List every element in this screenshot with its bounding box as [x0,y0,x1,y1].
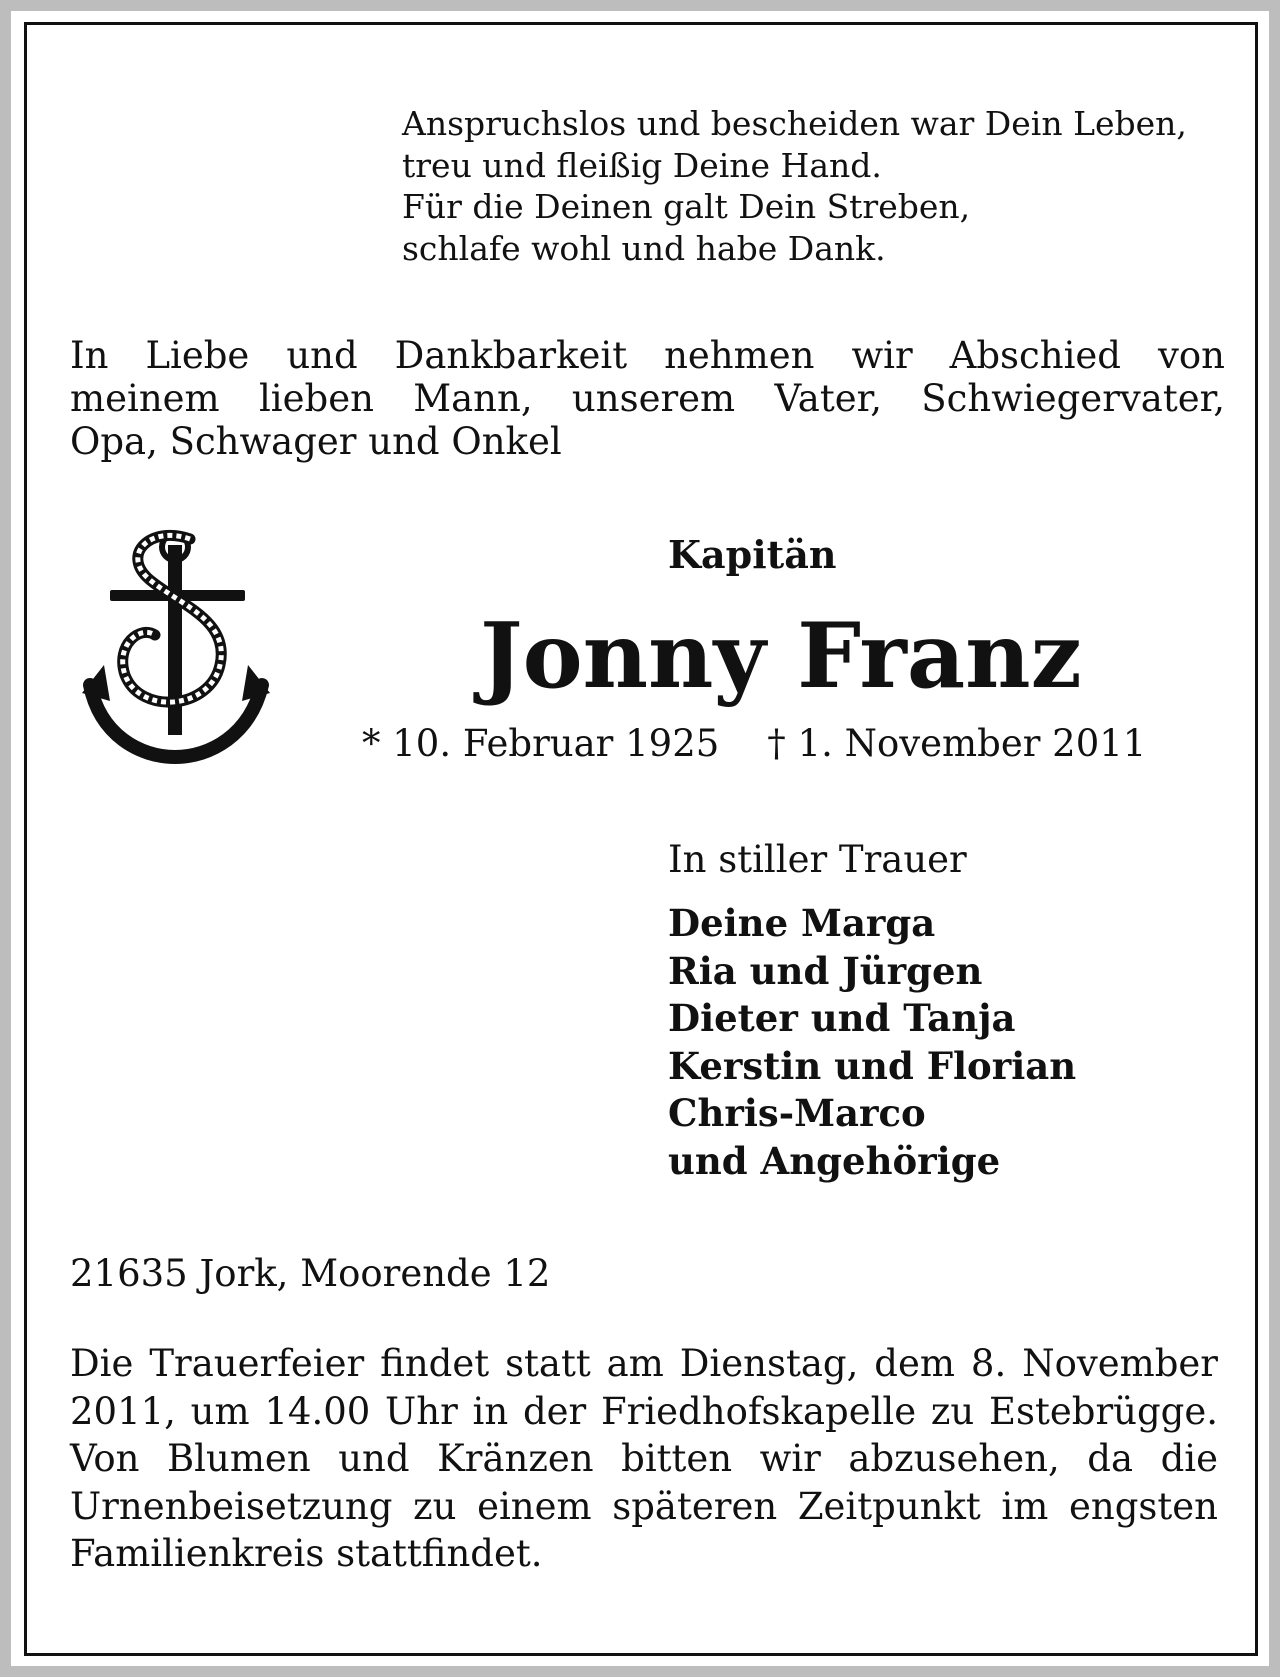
notice-line: Von Blumen und Kränzen bitten wir abzusehen, da die [70,1437,1218,1480]
mourner: Ria und Jürgen [668,948,983,993]
mourner: Chris-Marco [668,1091,926,1135]
poem-line: treu und fleißig Deine Hand. [402,145,882,185]
mourner: Kerstin und Florian [668,1043,1077,1088]
mourner: und Angehörige [668,1138,1001,1183]
poem-line: Anspruchslos und bescheiden war Dein Leben, [402,104,1187,143]
deceased-name: Jonny Franz [480,603,1082,709]
intro-line: meinem lieben Mann, unserem Vater, Schwiegervater, [70,377,1225,420]
notice-line: Urnenbeisetzung zu einem späteren Zeitpunkt im engsten [70,1484,1218,1528]
poem [402,103,1187,269]
life-dates [362,722,1146,765]
mourners-list [668,900,1076,1185]
birth-date: * 10. Februar 1925 [362,722,720,765]
notice-line: 2011, um 14.00 Uhr in der Friedhofskapelle zu Estebrügge. [70,1389,1218,1433]
intro-line: In Liebe und Dankbarkeit nehmen wir Abschied von [70,334,1225,377]
deceased-title: Kapitän [668,532,837,577]
anchor-with-rope-icon [80,525,280,765]
mourning-heading: In stiller Trauer [668,838,967,881]
mourner: Deine Marga [668,901,936,945]
notice-line: Familienkreis stattfindet. [70,1532,543,1575]
poem-line: Für die Deinen galt Dein Streben, [402,187,971,226]
death-date: † 1. November 2011 [767,722,1147,765]
intro-line: Opa, Schwager und Onkel [70,420,562,463]
funeral-notice [70,1340,1218,1578]
farewell-intro [70,334,1225,463]
family-address: 21635 Jork, Moorende 12 [70,1252,551,1295]
notice-line: Die Trauerfeier findet statt am Dienstag, dem 8. November [70,1342,1218,1385]
mourner: Dieter und Tanja [668,996,1016,1040]
poem-line: schlafe wohl und habe Dank. [402,228,886,268]
